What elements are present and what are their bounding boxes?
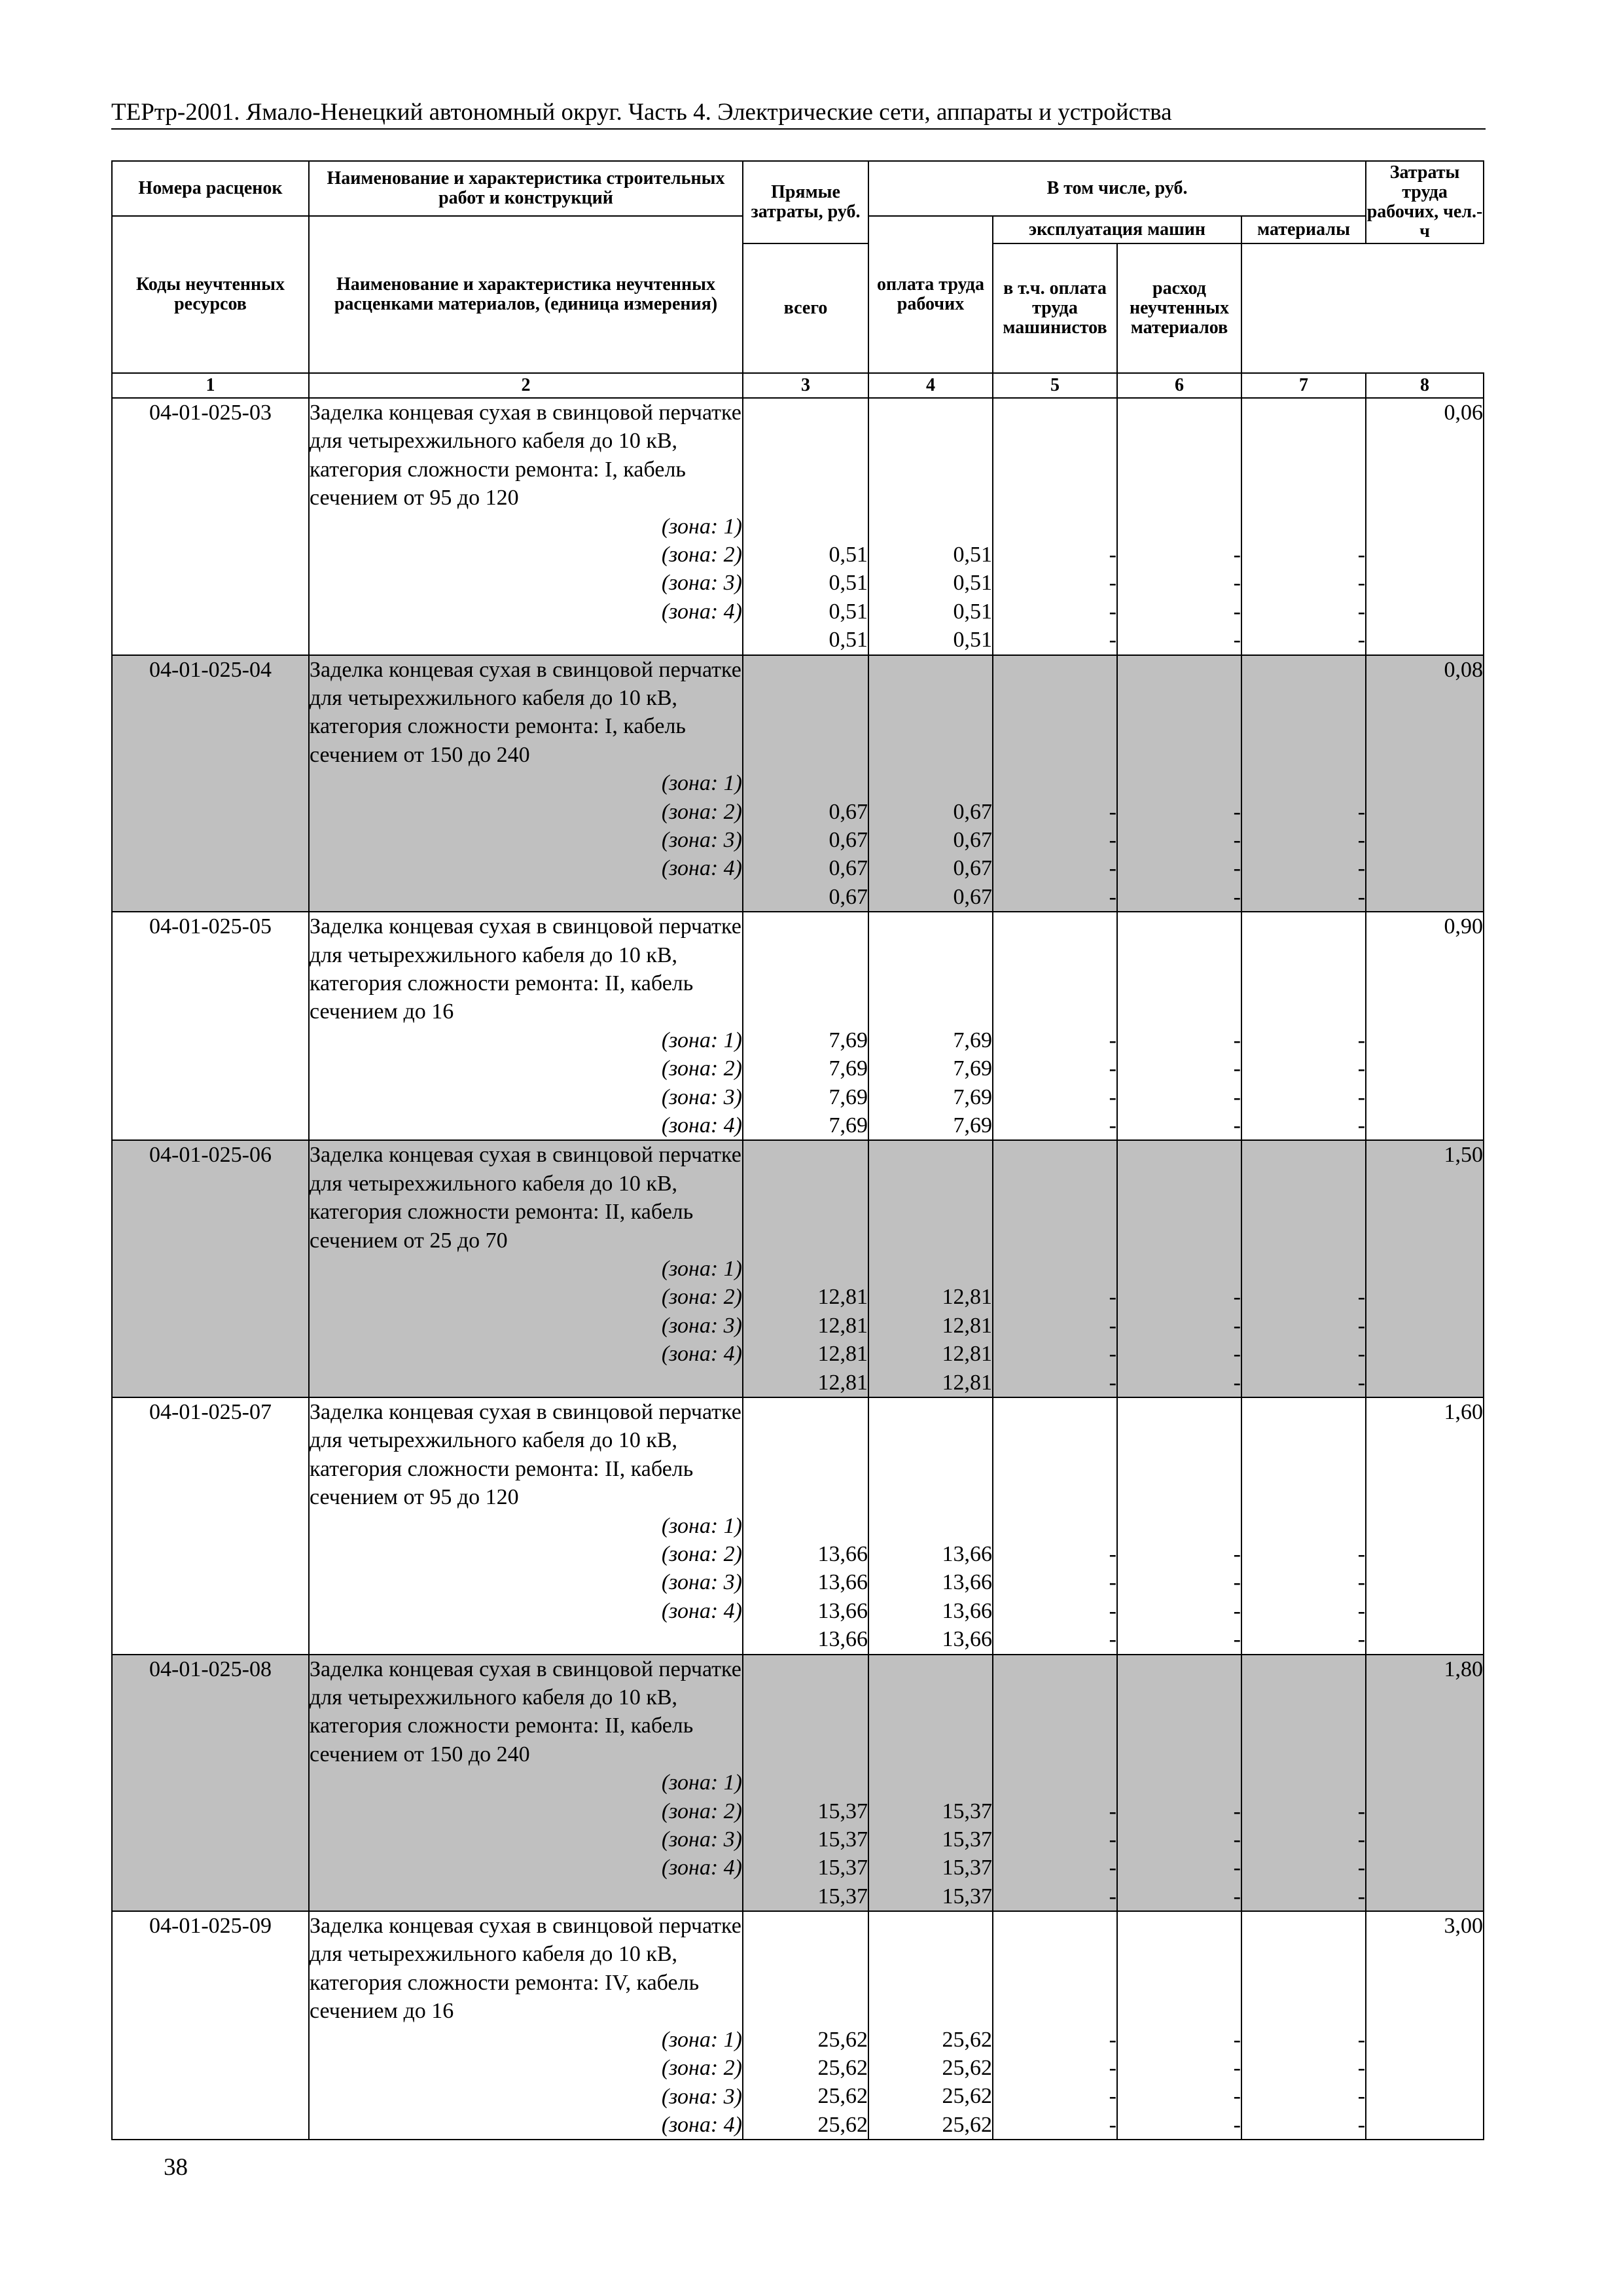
- machine-total: -: [1109, 1598, 1116, 1623]
- header-machine-operation: эксплуатация машин: [993, 216, 1241, 243]
- zone-label: (зона: 3): [661, 1085, 742, 1109]
- rate-code: 04-01-025-07: [112, 1397, 309, 1655]
- machine-total: -: [1109, 599, 1116, 624]
- zone-label: (зона: 4): [661, 599, 742, 624]
- rate-name-cell: [309, 1911, 743, 2140]
- direct-cost: 15,37: [817, 1856, 868, 1880]
- machinist-pay: -: [1233, 1285, 1241, 1310]
- labor-pay: 0,67: [953, 827, 992, 852]
- labor-pay: 12,81: [942, 1313, 992, 1338]
- rate-code: 04-01-025-08: [112, 1655, 309, 1912]
- column-number: 1: [112, 373, 309, 398]
- direct-cost-cell: [743, 1911, 868, 2140]
- column-number: 5: [993, 373, 1117, 398]
- rate-description: Заделка концевая сухая в свинцовой перчатке для четырехжильного кабеля до 10 кВ, категория сложности ремонта: I, кабель сечением от 150 до 240: [310, 657, 741, 767]
- materials-value: -: [1357, 599, 1366, 624]
- machine-total-cell: [993, 1911, 1117, 2140]
- materials-cell: [1241, 1140, 1366, 1397]
- rate-code: 04-01-025-09: [112, 1911, 309, 2140]
- machinist-pay-cell: [1117, 398, 1241, 655]
- zone-label: (зона: 3): [661, 571, 742, 596]
- labor-pay-cell: [868, 912, 993, 1140]
- labor-pay-cell: [868, 1397, 993, 1655]
- direct-cost-cell: [743, 1397, 868, 1655]
- direct-cost-cell: [743, 1140, 868, 1397]
- zone-label: (зона: 2): [661, 543, 742, 567]
- machinist-pay: -: [1233, 1570, 1241, 1595]
- materials-value: -: [1357, 2084, 1366, 2109]
- materials-value: -: [1357, 628, 1366, 653]
- machinist-pay: -: [1233, 1598, 1241, 1623]
- labor-pay: 7,69: [953, 1085, 992, 1109]
- direct-cost-cell: [743, 655, 868, 912]
- zone-label: (зона: 1): [661, 514, 742, 539]
- machine-total-cell: [993, 1140, 1117, 1397]
- machine-total: -: [1109, 1313, 1116, 1338]
- zone-label: (зона: 4): [661, 1113, 742, 1138]
- machinist-pay: -: [1233, 1884, 1241, 1909]
- labor-hours: 0,06: [1366, 398, 1484, 655]
- machinist-pay: -: [1233, 827, 1241, 852]
- machine-total: -: [1109, 1570, 1116, 1595]
- machine-total: -: [1109, 1370, 1116, 1395]
- materials-cell: [1241, 1655, 1366, 1912]
- materials-value: -: [1357, 1028, 1366, 1052]
- zone-label: (зона: 3): [661, 1313, 742, 1338]
- labor-pay: 7,69: [953, 1056, 992, 1081]
- machine-total: -: [1109, 1884, 1116, 1909]
- column-number: 3: [743, 373, 868, 398]
- materials-value: -: [1357, 2056, 1366, 2081]
- machinist-pay: -: [1233, 1085, 1241, 1109]
- machine-total: -: [1109, 856, 1116, 881]
- materials-value: -: [1357, 1884, 1366, 1909]
- rate-code: 04-01-025-03: [112, 398, 309, 655]
- materials-value: -: [1357, 1627, 1366, 1652]
- zone-label: (зона: 1): [661, 1257, 742, 1281]
- machinist-pay: -: [1233, 628, 1241, 653]
- direct-cost: 7,69: [829, 1028, 868, 1052]
- machine-total: -: [1109, 1285, 1116, 1310]
- machine-total: -: [1109, 1627, 1116, 1652]
- machinist-pay: -: [1233, 884, 1241, 909]
- machinist-pay: -: [1233, 2112, 1241, 2137]
- materials-value: -: [1357, 1827, 1366, 1852]
- zone-label: (зона: 1): [661, 1770, 742, 1795]
- machinist-pay: -: [1233, 1113, 1241, 1138]
- direct-cost: 25,62: [817, 2084, 868, 2109]
- labor-pay-cell: [868, 1140, 993, 1397]
- table-body: [112, 398, 1484, 2140]
- labor-pay: 0,51: [953, 628, 992, 653]
- labor-pay: 0,67: [953, 799, 992, 824]
- labor-hours: 1,80: [1366, 1655, 1484, 1912]
- zone-label: (зона: 3): [661, 1570, 742, 1595]
- labor-pay-cell: [868, 398, 993, 655]
- labor-pay: 15,37: [942, 1884, 992, 1909]
- rate-name-cell: [309, 912, 743, 1140]
- rate-name-cell: [309, 1397, 743, 1655]
- labor-pay: 7,69: [953, 1028, 992, 1052]
- header-machine-total: всего: [743, 243, 868, 373]
- machine-total: -: [1109, 1342, 1116, 1367]
- machinist-pay: -: [1233, 1313, 1241, 1338]
- labor-hours: 1,60: [1366, 1397, 1484, 1655]
- rate-description: Заделка концевая сухая в свинцовой перчатке для четырехжильного кабеля до 10 кВ, категория сложности ремонта: II, кабель сечением от 150 до 240: [310, 1657, 741, 1767]
- labor-pay: 0,67: [953, 884, 992, 909]
- direct-cost: 0,67: [829, 884, 868, 909]
- direct-cost: 25,62: [817, 2027, 868, 2052]
- materials-cell: [1241, 912, 1366, 1140]
- machinist-pay-cell: [1117, 912, 1241, 1140]
- direct-cost: 15,37: [817, 1884, 868, 1909]
- materials-cell: [1241, 655, 1366, 912]
- machinist-pay-cell: [1117, 1397, 1241, 1655]
- labor-pay: 25,62: [942, 2084, 992, 2109]
- materials-cell: [1241, 1397, 1366, 1655]
- machine-total: -: [1109, 628, 1116, 653]
- column-number: 4: [868, 373, 993, 398]
- labor-pay: 25,62: [942, 2112, 992, 2137]
- zone-label: (зона: 2): [661, 2056, 742, 2081]
- direct-cost: 25,62: [817, 2112, 868, 2137]
- direct-cost: 15,37: [817, 1799, 868, 1823]
- zone-label: (зона: 4): [661, 1856, 742, 1880]
- zone-label: (зона: 4): [661, 856, 742, 881]
- machinist-pay-cell: [1117, 1655, 1241, 1912]
- rate-row: [112, 912, 1484, 1140]
- machinist-pay: -: [1233, 1056, 1241, 1081]
- labor-pay: 12,81: [942, 1342, 992, 1367]
- direct-cost: 12,81: [817, 1342, 868, 1367]
- materials-value: -: [1357, 827, 1366, 852]
- machinist-pay: -: [1233, 2084, 1241, 2109]
- zone-label: (зона: 2): [661, 799, 742, 824]
- materials-value: -: [1357, 1541, 1366, 1566]
- machine-total-cell: [993, 655, 1117, 912]
- column-number: 7: [1241, 373, 1366, 398]
- zone-label: (зона: 1): [661, 2027, 742, 2052]
- materials-value: -: [1357, 1799, 1366, 1823]
- direct-cost: 13,66: [817, 1627, 868, 1652]
- direct-cost: 25,62: [817, 2056, 868, 2081]
- materials-value: -: [1357, 1085, 1366, 1109]
- machinist-pay: -: [1233, 1370, 1241, 1395]
- direct-cost: 12,81: [817, 1285, 868, 1310]
- machinist-pay-cell: [1117, 1140, 1241, 1397]
- direct-cost: 12,81: [817, 1313, 868, 1338]
- zone-label: (зона: 1): [661, 771, 742, 796]
- labor-pay: 0,51: [953, 599, 992, 624]
- rate-name-cell: [309, 1140, 743, 1397]
- rate-row: [112, 1140, 1484, 1397]
- direct-cost: 0,51: [829, 543, 868, 567]
- machine-total: -: [1109, 1827, 1116, 1852]
- materials-value: -: [1357, 1313, 1366, 1338]
- zone-label: (зона: 2): [661, 1541, 742, 1566]
- machine-total-cell: [993, 1397, 1117, 1655]
- labor-pay-cell: [868, 655, 993, 912]
- direct-cost: 0,67: [829, 827, 868, 852]
- direct-cost: 0,67: [829, 856, 868, 881]
- column-number: 6: [1117, 373, 1241, 398]
- zone-label: (зона: 4): [661, 2112, 742, 2137]
- labor-pay: 7,69: [953, 1113, 992, 1138]
- rate-description: Заделка концевая сухая в свинцовой перчатке для четырехжильного кабеля до 10 кВ, категория сложности ремонта: II, кабель сечением до 16: [310, 914, 741, 1024]
- direct-cost: 0,51: [829, 571, 868, 596]
- materials-value: -: [1357, 1285, 1366, 1310]
- materials-value: -: [1357, 1342, 1366, 1367]
- machine-total-cell: [993, 398, 1117, 655]
- rate-row: [112, 1655, 1484, 1912]
- materials-value: -: [1357, 799, 1366, 824]
- zone-label: (зона: 1): [661, 1513, 742, 1538]
- machine-total: -: [1109, 1085, 1116, 1109]
- direct-cost: 7,69: [829, 1113, 868, 1138]
- machine-total: -: [1109, 1056, 1116, 1081]
- labor-pay: 0,67: [953, 856, 992, 881]
- labor-pay: 12,81: [942, 1285, 992, 1310]
- header-labor-pay: оплата труда рабочих: [868, 216, 993, 373]
- labor-pay: 25,62: [942, 2056, 992, 2081]
- header-materials-name: Наименование и характеристика неучтенных расценками материалов, (единица измерения): [309, 216, 743, 373]
- machine-total: -: [1109, 571, 1116, 596]
- column-number: 8: [1366, 373, 1484, 398]
- header-including: В том числе, руб.: [868, 161, 1366, 216]
- header-resource-codes: Коды неучтенных ресурсов: [112, 216, 309, 373]
- machine-total: -: [1109, 799, 1116, 824]
- direct-cost: 7,69: [829, 1085, 868, 1109]
- labor-pay: 13,66: [942, 1570, 992, 1595]
- rate-code: 04-01-025-04: [112, 655, 309, 912]
- document-header: ТЕРтр-2001. Ямало-Ненецкий автономный округ. Часть 4. Электрические сети, аппараты и устройства: [111, 98, 1486, 130]
- materials-value: -: [1357, 884, 1366, 909]
- rate-description: Заделка концевая сухая в свинцовой перчатке для четырехжильного кабеля до 10 кВ, категория сложности ремонта: II, кабель сечением от 95 до 120: [310, 1399, 741, 1510]
- machine-total: -: [1109, 2027, 1116, 2052]
- direct-cost: 13,66: [817, 1541, 868, 1566]
- direct-cost-cell: [743, 1655, 868, 1912]
- materials-value: -: [1357, 856, 1366, 881]
- machinist-pay: -: [1233, 1827, 1241, 1852]
- machinist-pay: -: [1233, 1799, 1241, 1823]
- header-materials: материалы: [1241, 216, 1366, 243]
- machine-total: -: [1109, 2056, 1116, 2081]
- zone-label: (зона: 2): [661, 1056, 742, 1081]
- machine-total: -: [1109, 2084, 1116, 2109]
- machinist-pay: -: [1233, 1541, 1241, 1566]
- direct-cost: 12,81: [817, 1370, 868, 1395]
- machine-total: -: [1109, 543, 1116, 567]
- rate-code: 04-01-025-05: [112, 912, 309, 1140]
- header-machinist-pay: в т.ч. оплата труда машинистов: [993, 243, 1117, 373]
- rate-description: Заделка концевая сухая в свинцовой перчатке для четырехжильного кабеля до 10 кВ, категория сложности ремонта: IV, кабель сечением до 16: [310, 1914, 741, 2024]
- labor-pay: 13,66: [942, 1541, 992, 1566]
- labor-pay: 12,81: [942, 1370, 992, 1395]
- machinist-pay: -: [1233, 1028, 1241, 1052]
- labor-pay: 15,37: [942, 1799, 992, 1823]
- rates-table: [111, 160, 1484, 2140]
- machine-total-cell: [993, 912, 1117, 1140]
- zone-label: (зона: 3): [661, 828, 742, 852]
- rate-row: [112, 655, 1484, 912]
- machinist-pay: -: [1233, 1856, 1241, 1880]
- direct-cost: 13,66: [817, 1598, 868, 1623]
- machinist-pay: -: [1233, 856, 1241, 881]
- column-number: 2: [309, 373, 743, 398]
- machine-total: -: [1109, 1856, 1116, 1880]
- labor-pay-cell: [868, 1911, 993, 2140]
- materials-value: -: [1357, 2027, 1366, 2052]
- labor-pay: 13,66: [942, 1627, 992, 1652]
- materials-value: -: [1357, 2112, 1366, 2137]
- labor-hours: 1,50: [1366, 1140, 1484, 1397]
- labor-hours: 0,08: [1366, 655, 1484, 912]
- machine-total: -: [1109, 884, 1116, 909]
- direct-cost: 15,37: [817, 1827, 868, 1852]
- machinist-pay: -: [1233, 799, 1241, 824]
- materials-value: -: [1357, 1598, 1366, 1623]
- machinist-pay: -: [1233, 2027, 1241, 2052]
- rate-row: [112, 398, 1484, 655]
- labor-pay-cell: [868, 1655, 993, 1912]
- machine-total: -: [1109, 827, 1116, 852]
- rate-description: Заделка концевая сухая в свинцовой перчатке для четырехжильного кабеля до 10 кВ, категория сложности ремонта: II, кабель сечением от 25 до 70: [310, 1143, 741, 1253]
- zone-label: (зона: 2): [661, 1799, 742, 1823]
- machinist-pay: -: [1233, 1627, 1241, 1652]
- materials-value: -: [1357, 571, 1366, 596]
- machinist-pay-cell: [1117, 655, 1241, 912]
- materials-value: -: [1357, 1570, 1366, 1595]
- materials-cell: [1241, 398, 1366, 655]
- machine-total-cell: [993, 1655, 1117, 1912]
- rate-code: 04-01-025-06: [112, 1140, 309, 1397]
- direct-cost-cell: [743, 398, 868, 655]
- column-numbers-row: [112, 373, 1484, 398]
- labor-pay: 0,51: [953, 543, 992, 567]
- machine-total: -: [1109, 1541, 1116, 1566]
- rate-row: [112, 1911, 1484, 2140]
- machine-total: -: [1109, 2112, 1116, 2137]
- direct-cost: 7,69: [829, 1056, 868, 1081]
- zone-label: (зона: 4): [661, 1342, 742, 1367]
- direct-cost: 0,51: [829, 599, 868, 624]
- materials-value: -: [1357, 1113, 1366, 1138]
- machine-total: -: [1109, 1028, 1116, 1052]
- labor-pay: 25,62: [942, 2027, 992, 2052]
- rate-description: Заделка концевая сухая в свинцовой перчатке для четырехжильного кабеля до 10 кВ, категория сложности ремонта: I, кабель сечением от 95 до 120: [310, 401, 741, 511]
- rate-name-cell: [309, 655, 743, 912]
- materials-value: -: [1357, 1856, 1366, 1880]
- labor-pay: 15,37: [942, 1827, 992, 1852]
- table-header: [112, 161, 1484, 398]
- direct-cost: 0,67: [829, 799, 868, 824]
- machinist-pay: -: [1233, 599, 1241, 624]
- rate-name-cell: [309, 1655, 743, 1912]
- header-work-name: Наименование и характеристика строительных работ и конструкций: [309, 161, 743, 216]
- rate-row: [112, 1397, 1484, 1655]
- machine-total: -: [1109, 1799, 1116, 1823]
- machine-total: -: [1109, 1113, 1116, 1138]
- labor-pay: 15,37: [942, 1856, 992, 1880]
- labor-pay: 0,51: [953, 571, 992, 596]
- labor-hours: 0,90: [1366, 912, 1484, 1140]
- direct-cost: 13,66: [817, 1570, 868, 1595]
- machinist-pay: -: [1233, 571, 1241, 596]
- header-direct-costs: Прямые затраты, руб.: [743, 161, 868, 243]
- machinist-pay-cell: [1117, 1911, 1241, 2140]
- page-number: 38: [164, 2154, 188, 2181]
- rate-name-cell: [309, 398, 743, 655]
- zone-label: (зона: 3): [661, 1827, 742, 1852]
- header-rate-numbers: Номера расценок: [112, 161, 309, 216]
- machinist-pay: -: [1233, 2056, 1241, 2081]
- labor-hours: 3,00: [1366, 1911, 1484, 2140]
- materials-value: -: [1357, 543, 1366, 567]
- materials-value: -: [1357, 1370, 1366, 1395]
- machinist-pay: -: [1233, 1342, 1241, 1367]
- zone-label: (зона: 4): [661, 1598, 742, 1623]
- materials-cell: [1241, 1911, 1366, 2140]
- zone-label: (зона: 2): [661, 1285, 742, 1310]
- machinist-pay: -: [1233, 543, 1241, 567]
- header-labor-costs: Затраты труда рабочих, чел.-ч: [1366, 161, 1484, 243]
- zone-label: (зона: 1): [661, 1028, 742, 1052]
- direct-cost: 0,51: [829, 628, 868, 653]
- materials-value: -: [1357, 1056, 1366, 1081]
- zone-label: (зона: 3): [661, 2084, 742, 2109]
- header-unaccounted-materials: расход неучтенных материалов: [1117, 243, 1241, 373]
- direct-cost-cell: [743, 912, 868, 1140]
- labor-pay: 13,66: [942, 1598, 992, 1623]
